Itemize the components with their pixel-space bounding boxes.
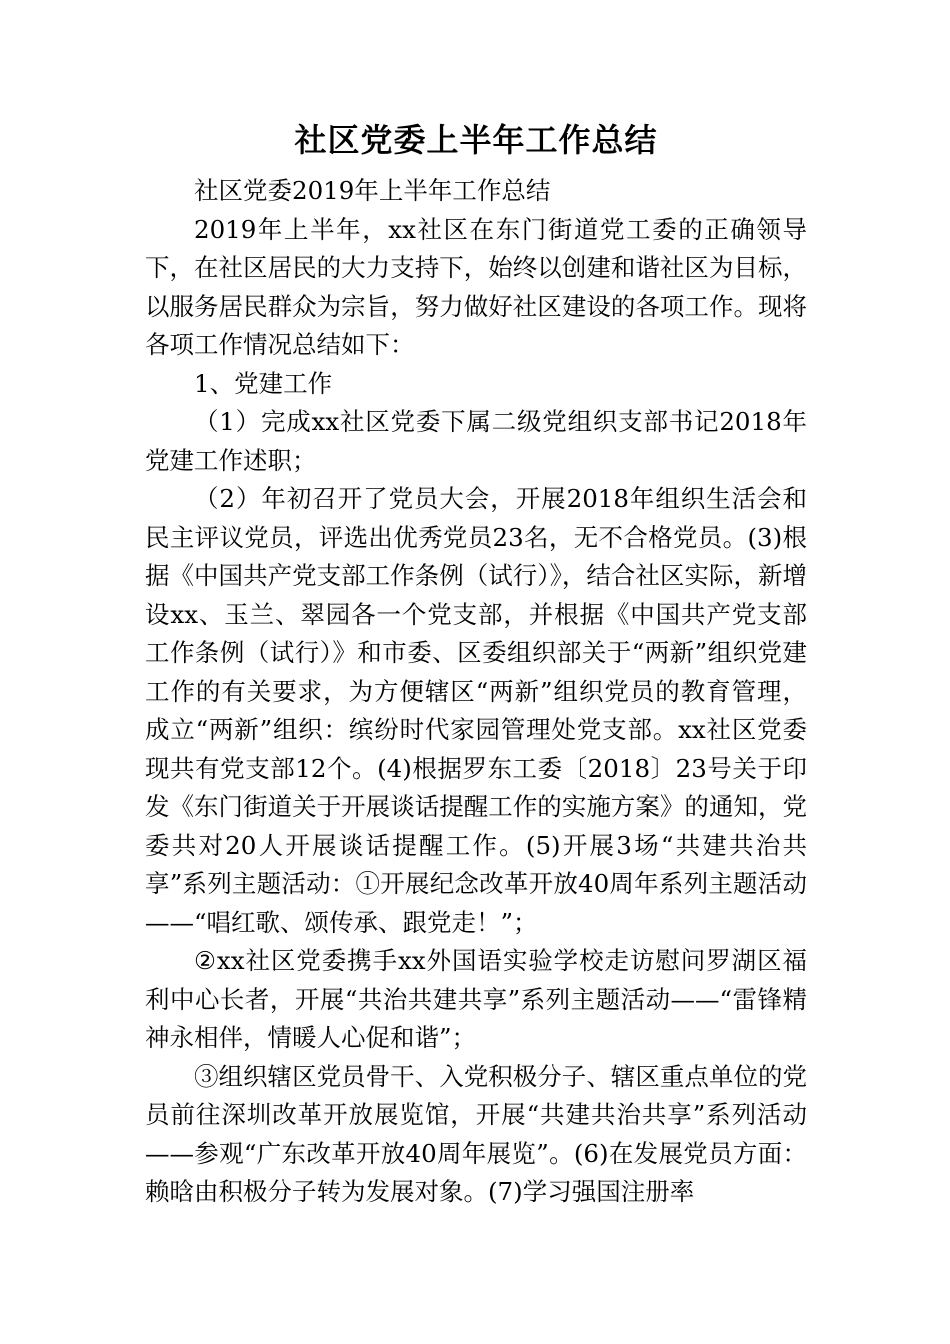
item-2-paragraph: （2）年初召开了党员大会，开展2018年组织生活会和民主评议党员，评选出优秀党员23名，无不合格党员。(3)根据《中国共产党支部工作条例（试行）》，结合社区实际，新增设xx、玉兰、翠园各一个党支部，并根据《中国共产党支部工作条例（试行）》和市委、区委组织部关于“两新”组织党建工作的有关要求，为方便辖区“两新”组织党员的教育管理，成立“两新”组织：缤纷时代家园管理处党支部。xx社区党委现共有党支部12个。(4)根据罗东工委〔2018〕23号关于印发《东门街道关于开展谈话提醒工作的实施方案》的通知，党委共对20人开展谈话提醒工作。(5)开展3场“共建共治共享”系列主题活动：①开展纪念改革开放40周年系列主题活动——“唱红歌、颂传承、跟党走！”；	[145, 484, 807, 937]
document-title: 社区党委上半年工作总结	[294, 121, 658, 159]
activity-3-paragraph: ③组织辖区党员骨干、入党积极分子、辖区重点单位的党员前往深圳改革开放展览馆，开展“共建共治共享”系列活动——参观“广东改革开放40周年展览”。(6)在发展党员方面：赖晗由积极分子转为发展对象。(7)学习强国注册率	[145, 1061, 807, 1206]
subtitle-paragraph: 社区党委2019年上半年工作总结	[194, 176, 551, 205]
section-heading-party-building: 1、党建工作	[194, 368, 333, 398]
item-1-paragraph: （1）完成xx社区党委下属二级党组织支部书记2018年党建工作述职；	[145, 407, 807, 475]
intro-paragraph: 2019年上半年，xx社区在东门街道党工委的正确领导下，在社区居民的大力支持下，始终以创建和谐社区为目标，以服务居民群众为宗旨，努力做好社区建设的各项工作。现将各项工作情况总结如下：	[145, 214, 807, 359]
activity-2-paragraph: ②xx社区党委携手xx外国语实验学校走访慰问罗湖区福利中心长者，开展“共治共建共享”系列主题活动——“雷锋精神永相伴，情暖人心促和谐”；	[145, 946, 807, 1052]
